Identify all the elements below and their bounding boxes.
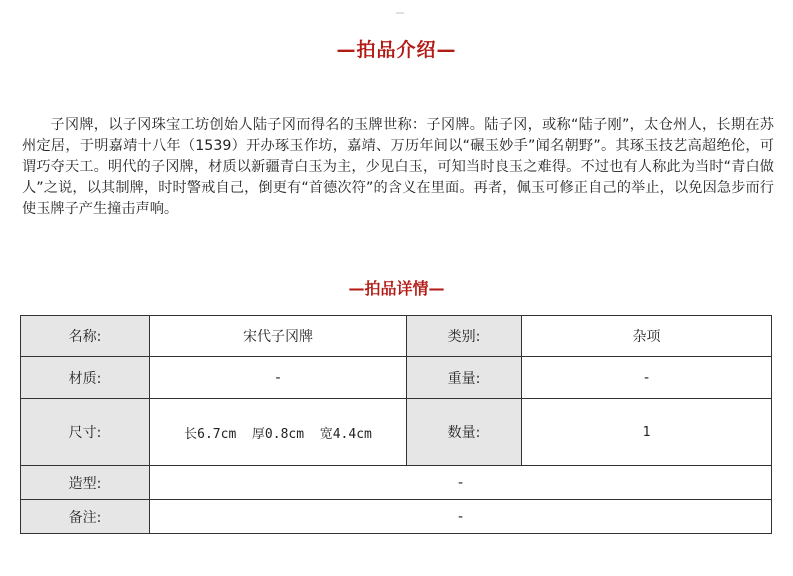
quantity-label: 数量: (407, 399, 522, 466)
details-table (20, 315, 772, 534)
category-label: 类别: (407, 316, 522, 357)
intro-paragraph: 子冈牌，以子冈珠宝工坊创始人陆子冈而得名的玉牌世称：子冈牌。陆子冈，或称“陆子刚”，太仓州人，长期在苏州定居，于明嘉靖十八年（1539）开办琢玉作坊，嘉靖、万历年间以“碾玉妙手”闻名朝野”。其琢玉技艺高超绝伦，可谓巧夺天工。明代的子冈牌，材质以新疆青白玉为主，少见白玉，可知当时良玉之难得。不过也有人称此为当时“青白做人”之说，以其制牌，时时警戒自己，倒更有“首德次符”的含义在里面。再者，佩玉可修正自己的举止，以免因急步而行使玉牌子产生撞击声响。 (22, 117, 774, 217)
remark-label: 备注: (21, 500, 150, 534)
table-row (21, 500, 772, 534)
size-label: 尺寸: (21, 399, 150, 466)
category-value: 杂项 (522, 316, 772, 357)
details-section-title: —拍品详情— (348, 279, 445, 298)
material-value: - (150, 357, 407, 399)
quantity-value: 1 (522, 399, 772, 466)
top-divider-mark (396, 12, 404, 14)
remark-value: - (150, 500, 772, 534)
table-row (21, 357, 772, 399)
name-label: 名称: (21, 316, 150, 357)
size-value: 长6.7cm 厚0.8cm 宽4.4cm (150, 399, 407, 466)
table-row (21, 316, 772, 357)
shape-label: 造型: (21, 466, 150, 500)
weight-value: - (522, 357, 772, 399)
table-row (21, 399, 772, 466)
weight-label: 重量: (407, 357, 522, 399)
intro-section-title: —拍品介绍— (336, 39, 457, 61)
shape-value: - (150, 466, 772, 500)
material-label: 材质: (21, 357, 150, 399)
name-value: 宋代子冈牌 (150, 316, 407, 357)
table-row (21, 466, 772, 500)
